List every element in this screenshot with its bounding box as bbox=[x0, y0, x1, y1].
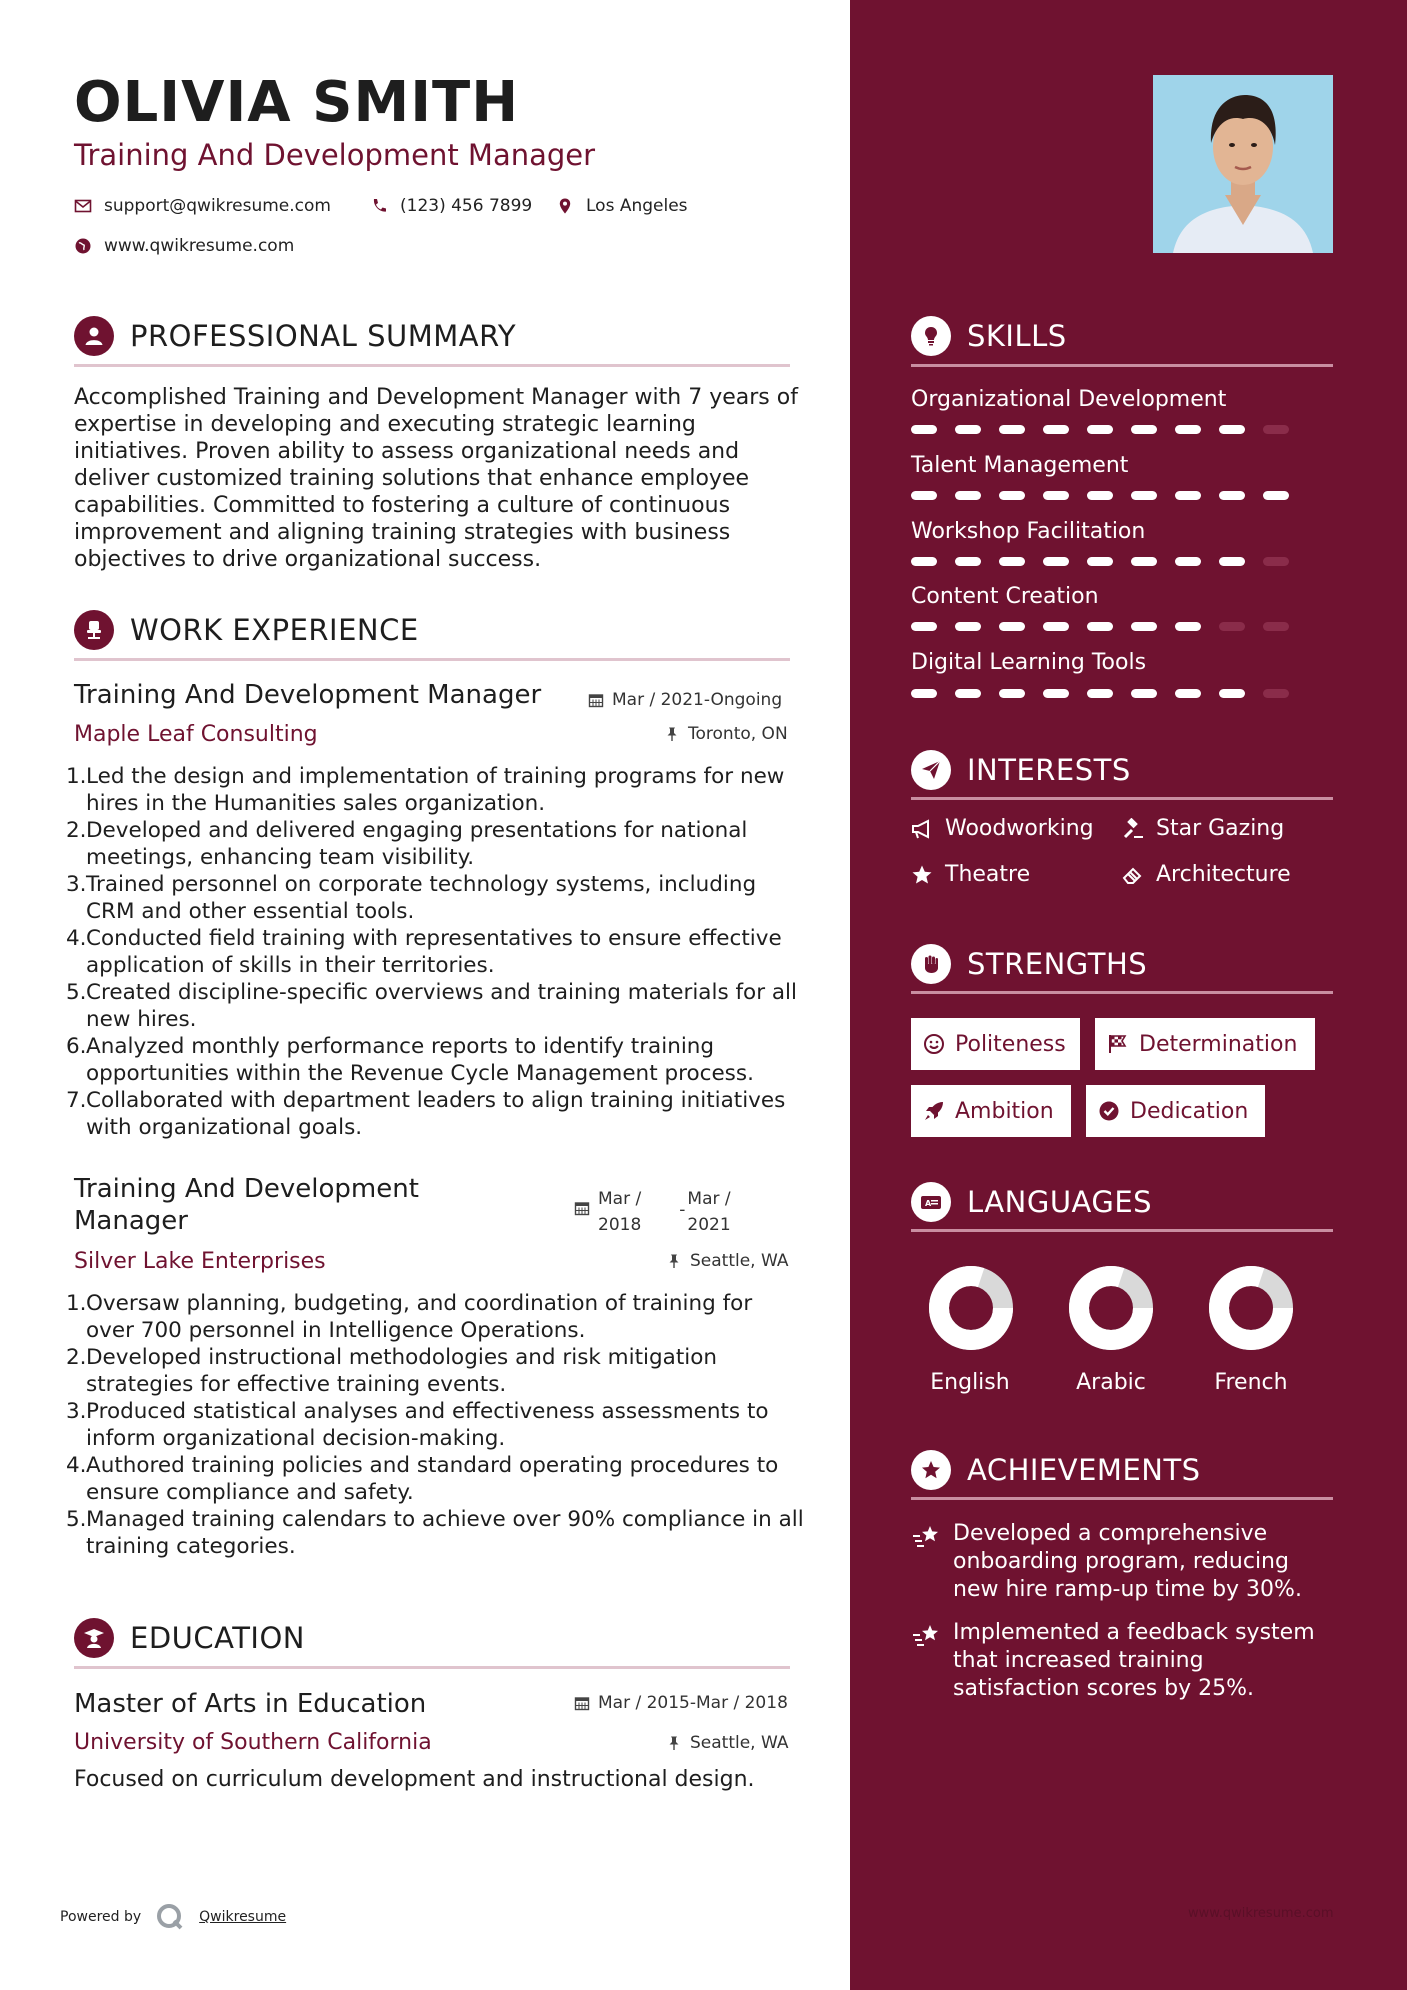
skill-level-bar bbox=[911, 689, 1289, 698]
skill-dash-filled bbox=[955, 557, 981, 566]
interest-item bbox=[911, 816, 1094, 841]
list-item: 6. Analyzed monthly performance reports to identify training opportunities within the Revenue Cycle Management process. bbox=[66, 1034, 754, 1086]
pushpin-icon bbox=[666, 1735, 682, 1751]
language-level-ring bbox=[1068, 1265, 1154, 1351]
skill-name: Digital Learning Tools bbox=[911, 650, 1147, 675]
skill-level-bar bbox=[911, 491, 1289, 500]
job-2-bullets bbox=[66, 1290, 804, 1560]
footer-brand-link[interactable]: Qwikresume bbox=[199, 1909, 287, 1925]
skill-dash-filled bbox=[955, 622, 981, 631]
list-item: 1. Led the design and implementation of training programs for new hires in the Humanities sales organization. bbox=[66, 764, 785, 816]
strength-label: Dedication bbox=[1130, 1098, 1249, 1124]
interest-label: Star Gazing bbox=[1156, 816, 1285, 841]
list-item: 3. Produced statistical analyses and effectiveness assessments to inform organizational decision-making. bbox=[66, 1399, 769, 1451]
contact-location bbox=[556, 196, 688, 216]
skill-level-bar bbox=[911, 425, 1289, 434]
list-item: 5. Managed training calendars to achieve over 90% compliance in all training categories. bbox=[66, 1507, 804, 1559]
language-icon bbox=[911, 1182, 951, 1222]
skill-dash-filled bbox=[1175, 557, 1201, 566]
skill-dash-filled bbox=[911, 557, 937, 566]
list-item: 2. Developed and delivered engaging presentations for national meetings, enhancing team visibility. bbox=[66, 818, 748, 870]
website-text: www.qwikresume.com bbox=[104, 236, 295, 256]
calendar-icon bbox=[574, 1695, 590, 1711]
languages-heading bbox=[911, 1182, 1152, 1222]
strength-badge bbox=[911, 1085, 1071, 1137]
qwikresume-logo-icon bbox=[155, 1902, 185, 1932]
lightbulb-icon bbox=[911, 316, 951, 356]
candidate-title: Training And Development Manager bbox=[74, 138, 596, 172]
pushpin-icon bbox=[666, 1253, 682, 1269]
check-circle-icon bbox=[1098, 1100, 1120, 1122]
job-1-dates bbox=[588, 690, 782, 710]
experience-divider bbox=[74, 658, 790, 661]
strength-badge bbox=[1095, 1018, 1315, 1070]
skill-dash-filled bbox=[1087, 622, 1113, 631]
skills-heading-text: SKILLS bbox=[967, 319, 1067, 353]
star-icon bbox=[911, 864, 933, 886]
office-chair-icon bbox=[74, 610, 114, 650]
strength-label: Ambition bbox=[955, 1098, 1054, 1124]
skill-dash-filled bbox=[1087, 557, 1113, 566]
skill-dash-empty bbox=[1263, 557, 1289, 566]
calendar-icon bbox=[574, 1200, 590, 1216]
list-item: 3. Trained personnel on corporate technology systems, including CRM and other essential tools. bbox=[66, 872, 757, 924]
contact-email[interactable] bbox=[74, 196, 331, 216]
skill-dash-filled bbox=[955, 491, 981, 500]
education-description: Focused on curriculum development and instructional design. bbox=[74, 1767, 755, 1792]
strength-badge bbox=[911, 1018, 1080, 1070]
achievement-line: that increased training bbox=[953, 1648, 1204, 1673]
job-1-location-text: Toronto, ON bbox=[688, 724, 788, 744]
skill-dash-filled bbox=[911, 622, 937, 631]
skill-dash-filled bbox=[1131, 557, 1157, 566]
education-dates-text: Mar / 2015-Mar / 2018 bbox=[598, 1693, 788, 1713]
skill-dash-filled bbox=[1087, 689, 1113, 698]
achievement-line: onboarding program, reducing bbox=[953, 1549, 1289, 1574]
achievement-text bbox=[953, 1619, 1315, 1703]
skill-dash-filled bbox=[999, 491, 1025, 500]
job-2-location bbox=[666, 1251, 789, 1271]
skill-dash-filled bbox=[999, 622, 1025, 631]
interest-label: Architecture bbox=[1156, 862, 1291, 887]
candidate-name: OLIVIA SMITH bbox=[74, 70, 520, 135]
achievements-heading bbox=[911, 1450, 1201, 1490]
smile-icon bbox=[923, 1033, 945, 1055]
paper-plane-icon bbox=[911, 750, 951, 790]
job-2-company: Silver Lake Enterprises bbox=[74, 1249, 326, 1274]
job-2-date-end-month: Mar / bbox=[687, 1189, 731, 1209]
interests-divider bbox=[911, 797, 1333, 800]
megaphone-icon bbox=[911, 818, 933, 840]
summary-text: Accomplished Training and Development Manager with 7 years of expertise in developing and executing strategic learning initiatives. Proven ability to assess organizational needs and deliver customized training solutions that enhance employee capabilities. Committed to fostering a culture of continuous improvement and aligning training strategies with business objectives to drive organizational success. bbox=[74, 385, 798, 572]
strengths-heading-text: STRENGTHS bbox=[967, 947, 1148, 981]
skill-dash-filled bbox=[1043, 557, 1069, 566]
envelope-icon bbox=[74, 197, 92, 215]
list-item: 7. Collaborated with department leaders to align training initiatives with organizational goals. bbox=[66, 1088, 786, 1140]
calendar-icon bbox=[588, 692, 604, 708]
language-label: French bbox=[1214, 1370, 1288, 1395]
education-degree: Master of Arts in Education bbox=[74, 1689, 427, 1719]
skill-dash-empty bbox=[1263, 425, 1289, 434]
education-location-text: Seattle, WA bbox=[690, 1733, 789, 1753]
skill-dash-filled bbox=[1263, 491, 1289, 500]
skill-dash-filled bbox=[1131, 622, 1157, 631]
interest-item bbox=[911, 862, 1030, 887]
interest-label: Theatre bbox=[945, 862, 1031, 887]
phone-text: (123) 456 7899 bbox=[400, 196, 533, 216]
interests-heading-text: INTERESTS bbox=[967, 753, 1131, 787]
skill-dash-filled bbox=[955, 425, 981, 434]
skill-dash-filled bbox=[1043, 622, 1069, 631]
skill-name: Content Creation bbox=[911, 584, 1099, 609]
skills-divider bbox=[911, 364, 1333, 367]
skill-dash-filled bbox=[911, 425, 937, 434]
achievements-heading-text: ACHIEVEMENTS bbox=[967, 1453, 1201, 1487]
education-divider bbox=[74, 1666, 790, 1669]
skill-dash-filled bbox=[999, 557, 1025, 566]
skill-dash-filled bbox=[1175, 425, 1201, 434]
summary-heading-text: PROFESSIONAL SUMMARY bbox=[130, 319, 517, 353]
eraser-icon bbox=[1122, 864, 1144, 886]
achievements-divider bbox=[911, 1497, 1333, 1500]
skill-name: Talent Management bbox=[911, 453, 1129, 478]
skill-dash-filled bbox=[1219, 557, 1245, 566]
achievement-line: Implemented a feedback system bbox=[953, 1620, 1315, 1645]
shooting-star-icon bbox=[911, 1621, 941, 1651]
language-level-ring bbox=[928, 1265, 1014, 1351]
job-2-date-start-year: 2018 bbox=[598, 1215, 642, 1235]
summary-divider bbox=[74, 364, 790, 367]
skill-dash-filled bbox=[911, 689, 937, 698]
strength-label: Politeness bbox=[955, 1031, 1066, 1057]
skill-dash-filled bbox=[1175, 622, 1201, 631]
skill-dash-filled bbox=[1131, 425, 1157, 434]
skill-dash-filled bbox=[1087, 491, 1113, 500]
skill-dash-filled bbox=[1175, 491, 1201, 500]
list-item: 5. Created discipline-specific overviews and training materials for all new hires. bbox=[66, 980, 798, 1032]
skill-name: Workshop Facilitation bbox=[911, 519, 1146, 544]
job-1-title: Training And Development Manager bbox=[74, 680, 542, 710]
gavel-icon bbox=[1122, 818, 1144, 840]
language-label: Arabic bbox=[1076, 1370, 1146, 1395]
strength-label: Determination bbox=[1139, 1031, 1298, 1057]
footer-website[interactable]: www.qwikresume.com bbox=[1188, 1906, 1334, 1921]
experience-heading-text: WORK EXPERIENCE bbox=[130, 613, 419, 647]
achievement-line: new hire ramp-up time by 30%. bbox=[953, 1577, 1302, 1602]
skill-level-bar bbox=[911, 557, 1289, 566]
achievement-line: satisfaction scores by 25%. bbox=[953, 1676, 1255, 1701]
interests-heading bbox=[911, 750, 1131, 790]
job-2-title-line1: Training And Development bbox=[74, 1174, 419, 1204]
contact-website[interactable] bbox=[74, 236, 294, 256]
job-2-date-end-year: 2021 bbox=[687, 1215, 731, 1235]
map-pin-icon bbox=[556, 197, 574, 215]
interest-label: Woodworking bbox=[945, 816, 1094, 841]
achievement-text bbox=[953, 1520, 1302, 1604]
skills-heading bbox=[911, 316, 1067, 356]
achievement-item bbox=[911, 1619, 1315, 1703]
job-1-bullets bbox=[66, 763, 804, 1141]
skill-dash-filled bbox=[1219, 689, 1245, 698]
svg-text:A: A bbox=[925, 1199, 932, 1208]
skill-dash-filled bbox=[911, 491, 937, 500]
user-icon bbox=[74, 316, 114, 356]
interest-item bbox=[1122, 862, 1291, 887]
education-heading-text: EDUCATION bbox=[130, 1621, 306, 1655]
education-location bbox=[666, 1733, 789, 1753]
interest-item bbox=[1122, 816, 1284, 841]
job-1-company: Maple Leaf Consulting bbox=[74, 722, 318, 747]
experience-heading bbox=[74, 610, 419, 650]
list-item: 1. Oversaw planning, budgeting, and coordination of training for over 700 personnel in Intelligence Operations. bbox=[66, 1291, 753, 1343]
job-2-date-start-month: Mar / bbox=[598, 1189, 642, 1209]
job-2-title-line2: Manager bbox=[74, 1206, 188, 1236]
shooting-star-icon bbox=[911, 1522, 941, 1552]
summary-heading bbox=[74, 316, 516, 356]
powered-by-text: Powered by bbox=[60, 1909, 142, 1925]
job-2-location-text: Seattle, WA bbox=[690, 1251, 789, 1271]
skill-level-bar bbox=[911, 622, 1289, 631]
job-2-date-sep: - bbox=[679, 1200, 686, 1220]
flag-checkered-icon bbox=[1107, 1033, 1129, 1055]
hand-fist-icon bbox=[911, 944, 951, 984]
skill-dash-empty bbox=[1219, 622, 1245, 631]
achievement-line: Developed a comprehensive bbox=[953, 1521, 1268, 1546]
education-heading bbox=[74, 1618, 305, 1658]
education-school: University of Southern California bbox=[74, 1730, 432, 1755]
skill-dash-filled bbox=[999, 425, 1025, 434]
phone-icon bbox=[370, 197, 388, 215]
skill-dash-empty bbox=[1263, 689, 1289, 698]
graduate-icon bbox=[74, 1618, 114, 1658]
skill-name: Organizational Development bbox=[911, 387, 1227, 412]
list-item: 4. Conducted field training with representatives to ensure effective application of skills in their territories. bbox=[66, 926, 782, 978]
language-level-ring bbox=[1208, 1265, 1294, 1351]
skill-dash-filled bbox=[1131, 491, 1157, 500]
languages-divider bbox=[911, 1229, 1333, 1232]
languages-heading-text: LANGUAGES bbox=[967, 1185, 1153, 1219]
job-1-location bbox=[664, 724, 788, 744]
job-2-date-end bbox=[687, 1186, 730, 1238]
strengths-heading bbox=[911, 944, 1147, 984]
skill-dash-filled bbox=[1087, 425, 1113, 434]
job-2-date-start bbox=[598, 1186, 641, 1238]
email-text: support@qwikresume.com bbox=[104, 196, 331, 216]
skill-dash-empty bbox=[1263, 622, 1289, 631]
achievement-item bbox=[911, 1520, 1302, 1604]
skill-dash-filled bbox=[1131, 689, 1157, 698]
skill-dash-filled bbox=[1043, 689, 1069, 698]
skill-dash-filled bbox=[1219, 491, 1245, 500]
strengths-divider bbox=[911, 991, 1333, 994]
profile-photo bbox=[1153, 75, 1333, 253]
skill-dash-filled bbox=[1219, 425, 1245, 434]
strength-badge bbox=[1086, 1085, 1265, 1137]
education-dates bbox=[574, 1693, 788, 1713]
globe-icon bbox=[74, 237, 92, 255]
star-badge-icon bbox=[911, 1450, 951, 1490]
rocket-icon bbox=[923, 1100, 945, 1122]
skill-dash-filled bbox=[1043, 425, 1069, 434]
skill-dash-filled bbox=[955, 689, 981, 698]
pushpin-icon bbox=[664, 726, 680, 742]
job-1-dates-text: Mar / 2021-Ongoing bbox=[612, 690, 783, 710]
footer-powered-by bbox=[60, 1902, 286, 1932]
job-2-title bbox=[74, 1173, 419, 1237]
skill-dash-filled bbox=[1175, 689, 1201, 698]
language-label: English bbox=[930, 1370, 1010, 1395]
list-item: 2. Developed instructional methodologies and risk mitigation strategies for effective training events. bbox=[66, 1345, 718, 1397]
skill-dash-filled bbox=[1043, 491, 1069, 500]
list-item: 4. Authored training policies and standard operating procedures to ensure compliance and safety. bbox=[66, 1453, 779, 1505]
job-2-dates bbox=[574, 1186, 731, 1238]
skill-dash-filled bbox=[999, 689, 1025, 698]
contact-phone[interactable] bbox=[370, 196, 532, 216]
location-text: Los Angeles bbox=[586, 196, 688, 216]
